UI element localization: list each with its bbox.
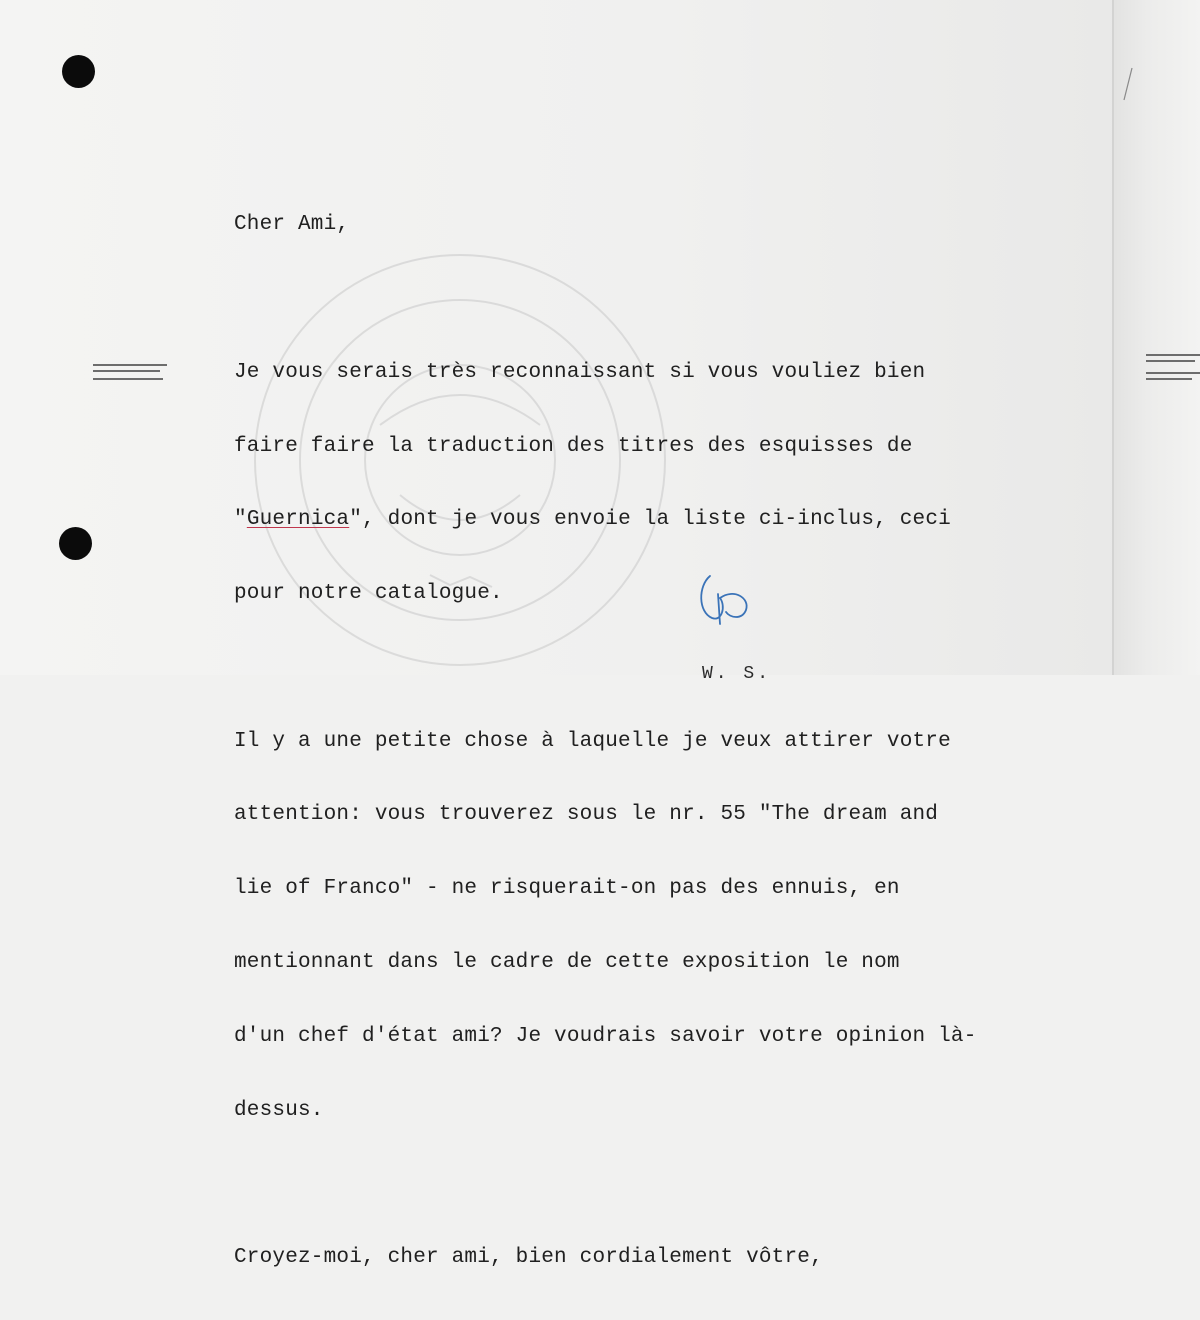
quote-open: ": [234, 508, 247, 532]
paragraph2-line5: d'un chef d'état ami? Je voudrais savoir votre opinion là-: [234, 1024, 977, 1048]
paragraph2-line4: mentionnant dans le cadre de cette exposition le nom: [234, 951, 900, 974]
page-edge-line: [1112, 0, 1114, 675]
letter-body: [234, 164, 1034, 1320]
paragraph2-line2: attention: vous trouverez sous le nr. 55 "The dream and: [234, 803, 939, 827]
paragraph2-line6: dessus.: [234, 1098, 324, 1122]
left-margin-fold-marks: [93, 364, 167, 384]
paragraph1-line4: pour notre catalogue.: [234, 582, 503, 606]
punch-hole-bottom: [59, 527, 92, 560]
signature-typed-initials: W. S.: [702, 664, 772, 684]
paragraph2-line3: lie of Franco" - ne risquerait-on pas des ennuis, en: [234, 877, 900, 901]
paragraph1-line2: faire faire la traduction des titres des esquisses de: [234, 434, 913, 458]
paragraph1-line3-rest: ", dont je vous envoie la liste ci-inclus, ceci: [349, 508, 951, 532]
handwritten-initial-icon: [696, 572, 756, 628]
guernica-word: Guernica: [246, 508, 350, 532]
punch-hole-top: [62, 55, 95, 88]
salutation: Cher Ami,: [234, 213, 350, 237]
closing-line: Croyez-moi, cher ami, bien cordialement vôtre,: [234, 1246, 823, 1270]
paragraph1-line3: [234, 508, 1034, 533]
pencil-mark-icon: [1118, 66, 1138, 106]
paragraph1-line1: Je vous serais très reconnaissant si vous vouliez bien: [234, 360, 926, 384]
paragraph2-line1: Il y a une petite chose à laquelle je veux attirer votre: [234, 729, 951, 753]
right-margin-fold-marks: [1146, 354, 1200, 384]
